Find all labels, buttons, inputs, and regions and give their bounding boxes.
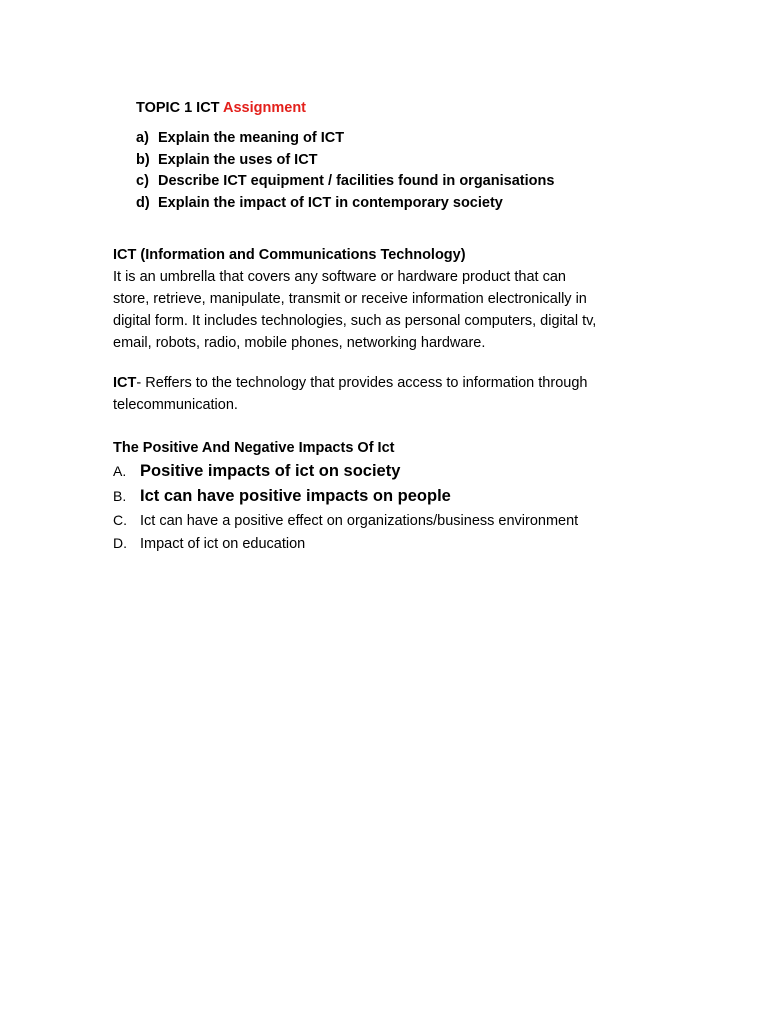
assignment-item: [136, 193, 554, 215]
assignment-marker: c): [136, 173, 149, 189]
impact-text: Ict can have positive impacts on people: [140, 487, 451, 505]
ict-note-section: [113, 372, 673, 416]
impacts-section: [113, 437, 673, 555]
assignment-marker: b): [136, 151, 150, 168]
definition-line: It is an umbrella that covers any software or hardware product that can: [113, 269, 566, 285]
impact-item: [113, 484, 673, 509]
definition-heading: ICT (Information and Communications Technology): [113, 247, 466, 263]
assignment-text: Explain the impact of ICT in contemporary society: [158, 194, 503, 211]
topic-highlight: Assignment: [223, 100, 307, 116]
definition-line: email, robots, radio, mobile phones, networking hardware.: [113, 335, 486, 351]
impacts-list: [113, 459, 673, 555]
impact-text: Impact of ict on education: [140, 536, 306, 552]
assignment-item: [136, 150, 554, 172]
assignment-marker: a): [136, 130, 149, 146]
impact-letter: B.: [113, 488, 127, 504]
ict-note-line: [113, 372, 673, 394]
impact-item: [113, 459, 673, 484]
impact-text: Ict can have a positive effect on organizations/business environment: [140, 513, 579, 529]
definition-line: digital form. It includes technologies, such as personal computers, digital tv,: [113, 313, 597, 329]
assignment-list: [136, 128, 554, 214]
assignment-item: [136, 171, 554, 193]
ict-note-text: - Reffers to the technology that provides access to information through: [136, 375, 588, 391]
impact-item: [113, 532, 673, 555]
definition-line: store, retrieve, manipulate, transmit or receive information electronically in: [113, 291, 587, 307]
impacts-heading: The Positive And Negative Impacts Of Ict: [113, 440, 395, 456]
assignment-item: [136, 128, 554, 150]
assignment-marker: d): [136, 194, 150, 211]
assignment-text: Explain the meaning of ICT: [158, 130, 345, 146]
assignment-text: Explain the uses of ICT: [158, 151, 318, 168]
topic-title: [136, 100, 306, 116]
impact-letter: D.: [113, 535, 127, 551]
impact-item: [113, 509, 673, 532]
topic-prefix: TOPIC 1 ICT: [136, 100, 224, 116]
ict-term: ICT: [113, 375, 137, 391]
impact-text: Positive impacts of ict on society: [140, 462, 401, 480]
assignment-text: Describe ICT equipment / facilities found in organisations: [158, 173, 555, 189]
impact-letter: A.: [113, 463, 127, 479]
ict-note-line: telecommunication.: [113, 397, 238, 413]
ict-definition-section: [113, 244, 673, 354]
impact-letter: C.: [113, 512, 127, 528]
